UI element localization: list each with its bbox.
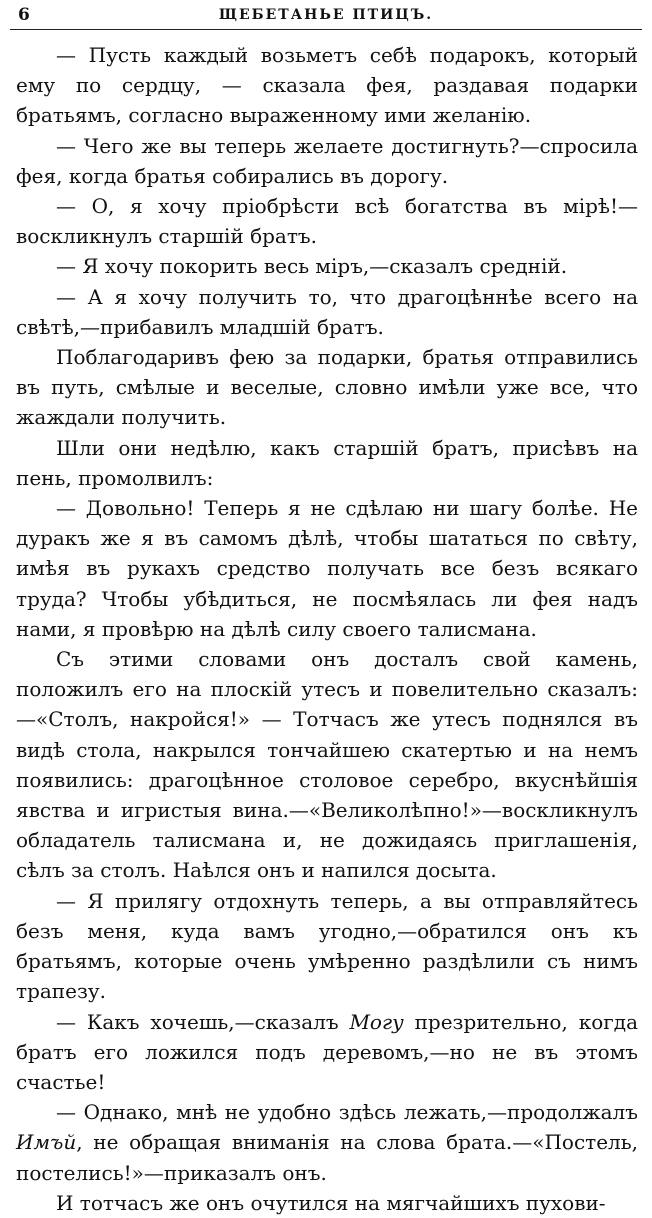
paragraph xyxy=(16,1007,638,1098)
body-text xyxy=(16,40,638,1215)
paragraph: — А я хочу получить то, что драгоцѣннѣе всего на свѣтѣ,—прибавилъ младшій братъ. xyxy=(16,284,638,339)
paragraph: Съ этими словами онъ досталъ свой камень, положилъ его на плоскій утесъ и повелительно сказалъ:—«Столъ, накройся!» — Тотчасъ же утесъ поднялся въ видѣ стола, накрылся тончайшею скатертью и на немъ появились: драгоцѣнное столовое серебро, вкуснѣйшія явства и игристыя вина.—«Великолѣпно!»—воскликнулъ обладатель талисмана и, не дожидаясь приглашенія, сѣлъ за столъ. Наѣлся онъ и напился досыта. xyxy=(16,647,638,883)
italic-name: Могу xyxy=(349,1009,404,1034)
paragraph: — Я прилягу отдохнуть теперь, а вы отправляйтесь безъ меня, куда вамъ угодно,—обратился онъ къ братьямъ, которые очень умѣренно раздѣлили съ нимъ трапезу. xyxy=(16,888,638,1004)
paragraph-text: — Однако, мнѣ не удобно здѣсь лежать,—продолжалъ xyxy=(56,1100,638,1125)
italic-name: Имъй xyxy=(16,1130,77,1155)
header-rule xyxy=(10,29,642,30)
running-title: ЩЕБЕТАНЬЕ ПТИЦЪ. xyxy=(218,7,434,23)
paragraph: — Довольно! Теперь я не сдѣлаю ни шагу болѣе. Не дуракъ же я въ самомъ дѣлѣ, чтобы шататься по свѣту, имѣя въ рукахъ средство получать все безъ всякаго труда? Чтобы убѣдиться, не посмѣялась ли фея надъ нами, я провѣрю на дѣлѣ силу своего талисмана. xyxy=(16,496,638,641)
page-number: 6 xyxy=(18,5,30,25)
paragraph: — Чего же вы теперь желаете достигнуть?—спросила фея, когда братья собирались въ дорогу. xyxy=(16,133,638,188)
page-header xyxy=(10,2,642,32)
paragraph xyxy=(16,1097,638,1188)
paragraph: Поблагодаривъ фею за подарки, братья отправились въ путь, смѣлые и веселые, словно имѣли уже все, что жаждали получить. xyxy=(16,345,638,430)
paragraph-text: — Какъ хочешь,—сказалъ xyxy=(56,1009,350,1034)
paragraph: — Я хочу покорить весь міръ,—сказалъ средній. xyxy=(56,254,568,279)
paragraph: — О, я хочу пріобрѣсти всѣ богатства въ мірѣ!—воскликнулъ старшій братъ. xyxy=(16,194,638,249)
paragraph: Шли они недѣлю, какъ старшій братъ, присѣвъ на пень, промолвилъ: xyxy=(16,435,638,490)
paragraph: И тотчасъ же онъ очутился на мягчайшихъ пухови- xyxy=(56,1190,606,1215)
paragraph-text: , не обращая вниманія на слова брата.—«Постель, постелись!»—приказалъ онъ. xyxy=(16,1130,638,1185)
paragraph: — Пусть каждый возьметъ себѣ подарокъ, который ему по сердцу, — сказала фея, раздавая подарки братьямъ, согласно выраженному ими желанію. xyxy=(16,43,638,128)
paragraph-text: презрительно, когда братъ его ложился подъ деревомъ,—но не въ этомъ счастье! xyxy=(16,1009,638,1094)
